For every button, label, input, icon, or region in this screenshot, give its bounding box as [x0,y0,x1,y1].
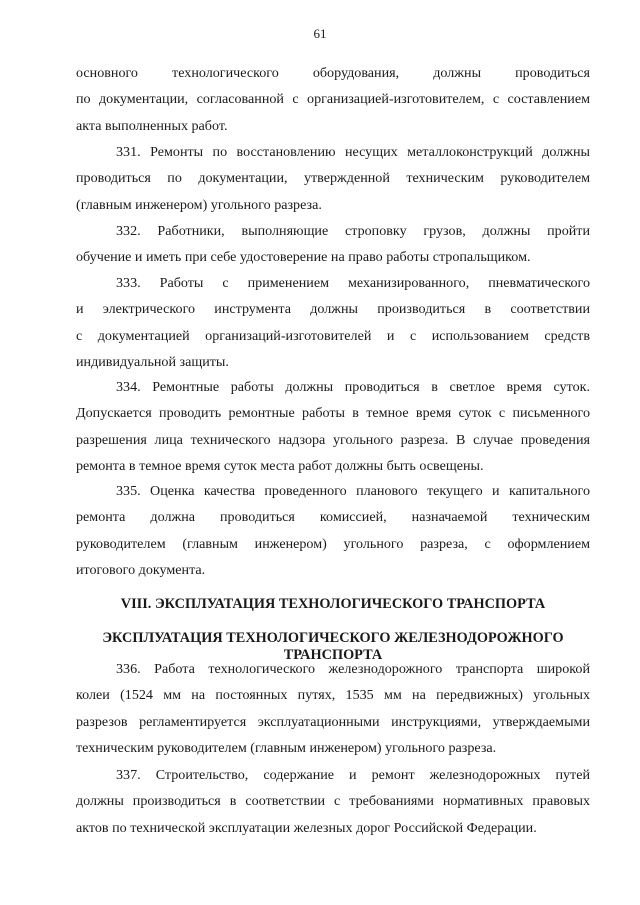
paragraph-337 [76,762,590,841]
text-line: 336. Работа технологического железнодорожного транспорта широкой [116,661,590,677]
paragraph-331 [76,139,590,218]
text-line: актов по технической эксплуатации железных дорог Российской Федерации. [76,819,537,836]
text-line: основного технологического оборудования, должны проводиться [76,65,590,81]
text-line: обучение и иметь при себе удостоверение на право работы стропальщиком. [76,249,531,266]
text-line: индивидуальной защиты. [76,354,229,371]
paragraph-332 [76,218,590,271]
paragraph-335 [76,478,590,584]
text-line: итогового документа. [76,562,206,579]
text-line: ремонта должна проводиться комиссией, назначаемой техническим [76,509,590,526]
text-line: колеи (1524 мм на постоянных путях, 1535 мм на передвижных) угольных [76,687,590,704]
text-line: 331. Ремонты по восстановлению несущих металлоконструкций должны [116,144,590,160]
section-heading: VIII. ЭКСПЛУАТАЦИЯ ТЕХНОЛОГИЧЕСКОГО ТРАНСПОРТА [120,596,546,612]
text-line: с документацией организаций-изготовителей и с использованием средств [76,327,590,344]
page-number: 61 [313,26,327,41]
text-line: 337. Строительство, содержание и ремонт железнодорожных путей [116,767,590,783]
text-line: ремонта в темное время суток места работ должны быть освещены. [76,458,484,475]
paragraph-334 [76,374,590,480]
text-line: акта выполненных работ. [76,117,228,134]
text-line: Допускается проводить ремонтные работы в темное время суток с письменного [76,405,590,422]
text-line: техническим руководителем (главным инженером) угольного разреза. [76,740,497,757]
text-line: проводиться по документации, утвержденной техническим руководителем [76,170,590,187]
text-line: руководителем (главным инженером) угольного разреза, с оформлением [76,535,590,552]
text-line: 334. Ремонтные работы должны проводиться в светлое время суток. [116,379,590,395]
paragraph-336 [76,656,590,762]
text-line: разрешения лица технического надзора угольного разреза. В случае проведения [76,431,590,448]
subsection-heading: ЭКСПЛУАТАЦИЯ ТЕХНОЛОГИЧЕСКОГО ЖЕЛЕЗНОДОРОЖНОГО ТРАНСПОРТА [102,630,564,663]
text-line: 335. Оценка качества проведенного планового текущего и капитального [116,483,590,499]
text-line: разрезов регламентируется эксплуатационными инструкциями, утверждаемыми [76,713,590,730]
paragraph-continuation [76,60,590,139]
text-line: и электрического инструмента должны производиться в соответствии [76,301,590,318]
text-line: должны производиться в соответствии с требованиями нормативных правовых [76,793,590,810]
text-line: (главным инженером) угольного разреза. [76,196,322,213]
text-line: 333. Работы с применением механизированного, пневматического [116,275,590,291]
text-line: 332. Работники, выполняющие строповку грузов, должны пройти [116,223,590,239]
text-line: по документации, согласованной с организацией-изготовителем, с составлением [76,91,590,108]
paragraph-333 [76,270,590,376]
